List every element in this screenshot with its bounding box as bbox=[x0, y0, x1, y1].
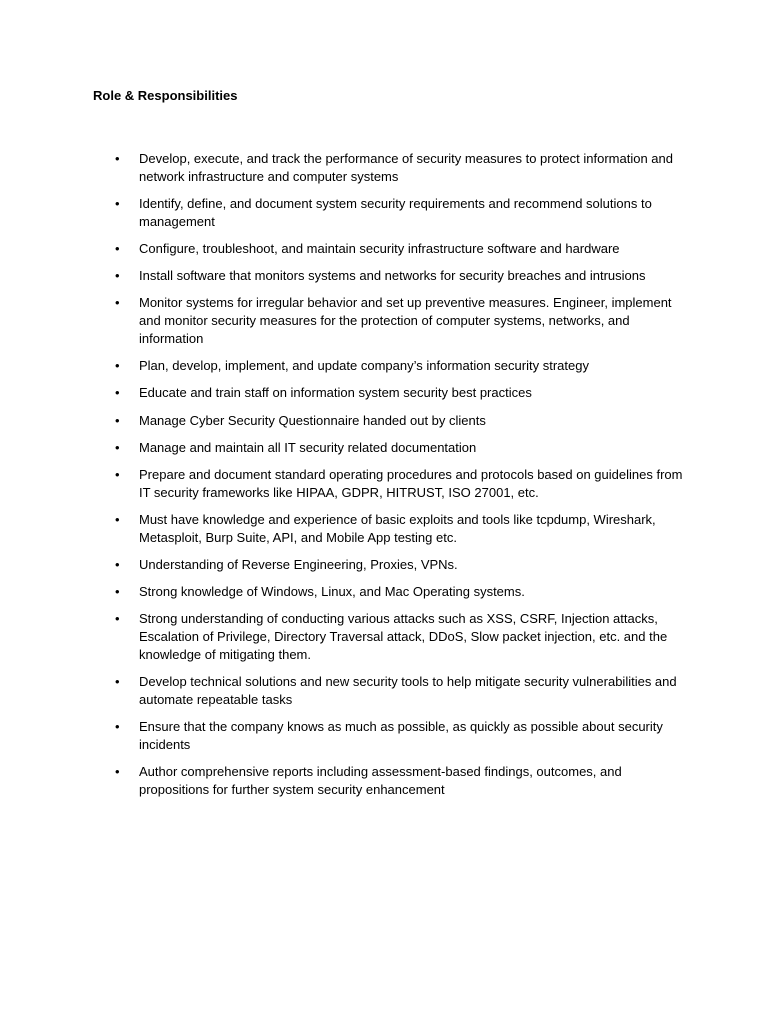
section-title: Role & Responsibilities bbox=[93, 88, 238, 103]
list-item-text: Strong understanding of conducting various attacks such as XSS, CSRF, Injection attacks, Escalation of Privilege, Directory Traversal attack, DDoS, Slow packet injection, etc. and the knowledge of mitigating them. bbox=[139, 611, 668, 662]
bullet-icon: • bbox=[115, 584, 120, 600]
list-item-text: Identify, define, and document system security requirements and recommend solutions to management bbox=[139, 195, 652, 229]
bullet-icon: • bbox=[115, 195, 120, 211]
list-item-text: Develop, execute, and track the performance of security measures to protect information and network infrastructure and computer systems bbox=[139, 151, 673, 184]
list-item bbox=[93, 763, 688, 799]
list-item-text: Plan, develop, implement, and update company’s information security strategy bbox=[139, 358, 589, 374]
bullet-icon: • bbox=[115, 439, 120, 455]
list-item bbox=[93, 673, 688, 709]
bullet-icon: • bbox=[115, 295, 120, 311]
list-item-text: Understanding of Reverse Engineering, Proxies, VPNs. bbox=[139, 556, 458, 572]
bullet-icon: • bbox=[115, 763, 120, 779]
bullet-icon: • bbox=[115, 511, 120, 527]
list-item-text: Must have knowledge and experience of basic exploits and tools like tcpdump, Wireshark, Metasploit, Burp Suite, API, and Mobile App testing etc. bbox=[139, 511, 656, 545]
list-item bbox=[93, 511, 688, 547]
list-item-text: Manage Cyber Security Questionnaire handed out by clients bbox=[139, 412, 486, 428]
list-item-text: Author comprehensive reports including assessment-based findings, outcomes, and propositions for further system security enhancement bbox=[139, 763, 622, 797]
bullet-icon: • bbox=[115, 240, 120, 256]
list-item bbox=[93, 583, 688, 601]
list-item-text: Develop technical solutions and new security tools to help mitigate security vulnerabilities and automate repeatable tasks bbox=[139, 674, 677, 707]
list-item-text: Educate and train staff on information system security best practices bbox=[139, 385, 532, 401]
list-item-text: Strong knowledge of Windows, Linux, and Mac Operating systems. bbox=[139, 584, 525, 600]
bullet-icon: • bbox=[115, 385, 120, 401]
list-item bbox=[93, 294, 688, 347]
list-item bbox=[93, 150, 688, 186]
list-item-text: Ensure that the company knows as much as possible, as quickly as possible about security incidents bbox=[139, 718, 663, 752]
list-item bbox=[93, 195, 688, 231]
list-item bbox=[93, 357, 688, 375]
list-item bbox=[93, 267, 688, 285]
list-item bbox=[93, 610, 688, 663]
list-item-text: Install software that monitors systems and networks for security breaches and intrusions bbox=[139, 268, 646, 284]
list-item bbox=[93, 240, 688, 258]
list-item bbox=[93, 556, 688, 574]
bullet-icon: • bbox=[115, 466, 120, 482]
bullet-icon: • bbox=[115, 718, 120, 734]
list-item-text: Monitor systems for irregular behavior and set up preventive measures. Engineer, implement and monitor security measures for the protection of computer systems, networks, and information bbox=[139, 295, 672, 346]
list-item bbox=[93, 412, 688, 430]
bullet-icon: • bbox=[115, 674, 120, 689]
bullet-icon: • bbox=[115, 358, 120, 374]
bullet-icon: • bbox=[115, 268, 120, 284]
list-item bbox=[93, 718, 688, 754]
bullet-icon: • bbox=[115, 611, 120, 627]
list-item bbox=[93, 466, 688, 502]
list-item-text: Manage and maintain all IT security related documentation bbox=[139, 439, 477, 455]
bullet-icon: • bbox=[115, 556, 120, 572]
bullet-icon: • bbox=[115, 412, 120, 428]
list-item-text: Prepare and document standard operating procedures and protocols based on guidelines from IT security frameworks like HIPAA, GDPR, HITRUST, ISO 27001, etc. bbox=[139, 466, 683, 500]
list-item bbox=[93, 439, 688, 457]
list-item bbox=[93, 384, 688, 402]
list-item-text: Configure, troubleshoot, and maintain security infrastructure software and hardware bbox=[139, 240, 620, 256]
responsibilities-list bbox=[93, 150, 688, 799]
bullet-icon: • bbox=[115, 151, 120, 166]
